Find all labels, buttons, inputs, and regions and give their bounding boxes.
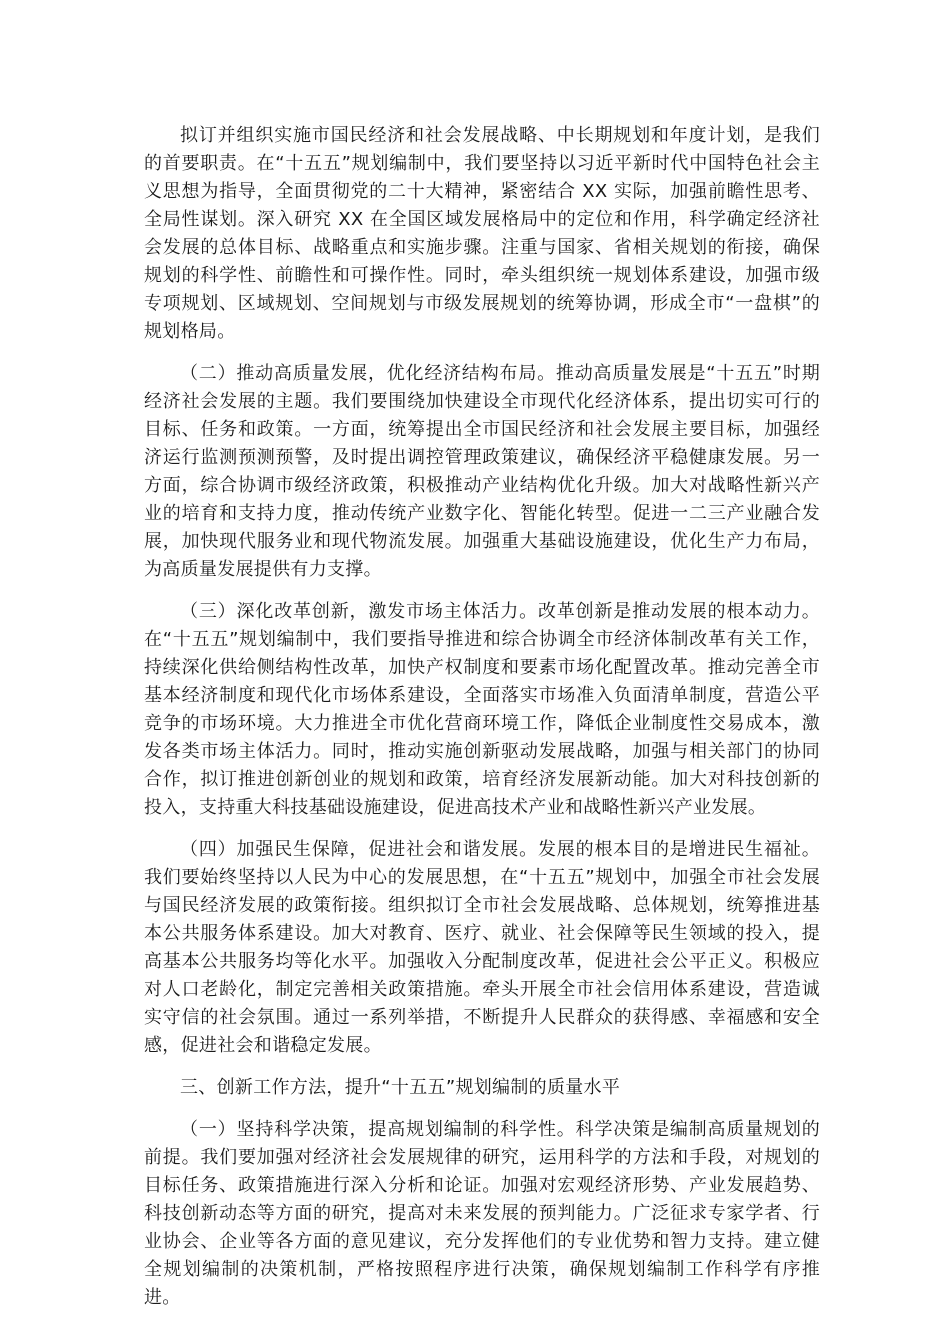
- paragraph-responsibility: 拟订并组织实施市国民经济和社会发展战略、中长期规划和年度计划，是我们的首要职责。在“十五五”规划编制中，我们要坚持以习近平新时代中国特色社会主义思想为指导，全面贯彻党的二十大精神，紧密结合 XX 实际，加强前瞻性思考、全局性谋划。深入研究 XX 在全国区域发展格局中的定位和作用，科学确定经济社会发展的总体目标、战略重点和实施步骤。注重与国家、省相关规划的衔接，确保规划的科学性、前瞻性和可操作性。同时，牵头组织统一规划体系建设，加强市级专项规划、区域规划、空间规划与市级发展规划的统筹协调，形成全市“一盘棋”的规划格局。: [144, 125, 820, 342]
- section-heading-three: 三、创新工作方法，提升“十五五”规划编制的质量水平: [180, 1077, 621, 1098]
- paragraph-high-quality-development: （二）推动高质量发展，优化经济结构布局。推动高质量发展是“十五五”时期经济社会发展的主题。我们要围绕加快建设全市现代化经济体系，提出切实可行的目标、任务和政策。一方面，统筹提出全市国民经济和社会发展主要目标，加强经济运行监测预测预警，及时提出调控管理政策建议，确保经济平稳健康发展。另一方面，综合协调市级经济政策，积极推动产业结构优化升级。加大对战略性新兴产业的培育和支持力度，推动传统产业数字化、智能化转型。促进一二三产业融合发展，加快现代服务业和现代物流发展。加强重大基础设施建设，优化生产力布局，为高质量发展提供有力支撑。: [144, 363, 820, 580]
- paragraph-scientific-decision: （一）坚持科学决策，提高规划编制的科学性。科学决策是编制高质量规划的前提。我们要加强对经济社会发展规律的研究，运用科学的方法和手段，对规划的目标任务、政策措施进行深入分析和论证。加强对宏观经济形势、产业发展趋势、科技创新动态等方面的研究，提高对未来发展的预判能力。广泛征求专家学者、行业协会、企业等各方面的意见建议，充分发挥他们的专业优势和智力支持。建立健全规划编制的决策机制，严格按照程序进行决策，确保规划编制工作科学有序推进。: [144, 1119, 820, 1308]
- document-body: [144, 122, 820, 1326]
- paragraph-livelihood: （四）加强民生保障，促进社会和谐发展。发展的根本目的是增进民生福祉。我们要始终坚持以人民为中心的发展思想，在“十五五”规划中，加强全市社会发展与国民经济发展的政策衔接。组织拟订全市社会发展战略、总体规划，统筹推进基本公共服务体系建设。加大对教育、医疗、就业、社会保障等民生领域的投入，提高基本公共服务均等化水平。加强收入分配制度改革，促进社会公平正义。积极应对人口老龄化，制定完善相关政策措施。牵头开展全市社会信用体系建设，营造诚实守信的社会氛围。通过一系列举措，不断提升人民群众的获得感、幸福感和安全感，促进社会和谐稳定发展。: [144, 839, 820, 1056]
- paragraph-reform-innovation: （三）深化改革创新，激发市场主体活力。改革创新是推动发展的根本动力。在“十五五”规划编制中，我们要指导推进和综合协调全市经济体制改革有关工作，持续深化供给侧结构性改革，加快产权制度和要素市场化配置改革。推动完善全市基本经济制度和现代化市场体系建设，全面落实市场准入负面清单制度，营造公平竞争的市场环境。大力推进全市优化营商环境工作，降低企业制度性交易成本，激发各类市场主体活力。同时，推动实施创新驱动发展战略，加强与相关部门的协同合作，拟订推进创新创业的规划和政策，培育经济发展新动能。加大对科技创新的投入，支持重大科技基础设施建设，促进高技术产业和战略性新兴产业发展。: [144, 601, 820, 818]
